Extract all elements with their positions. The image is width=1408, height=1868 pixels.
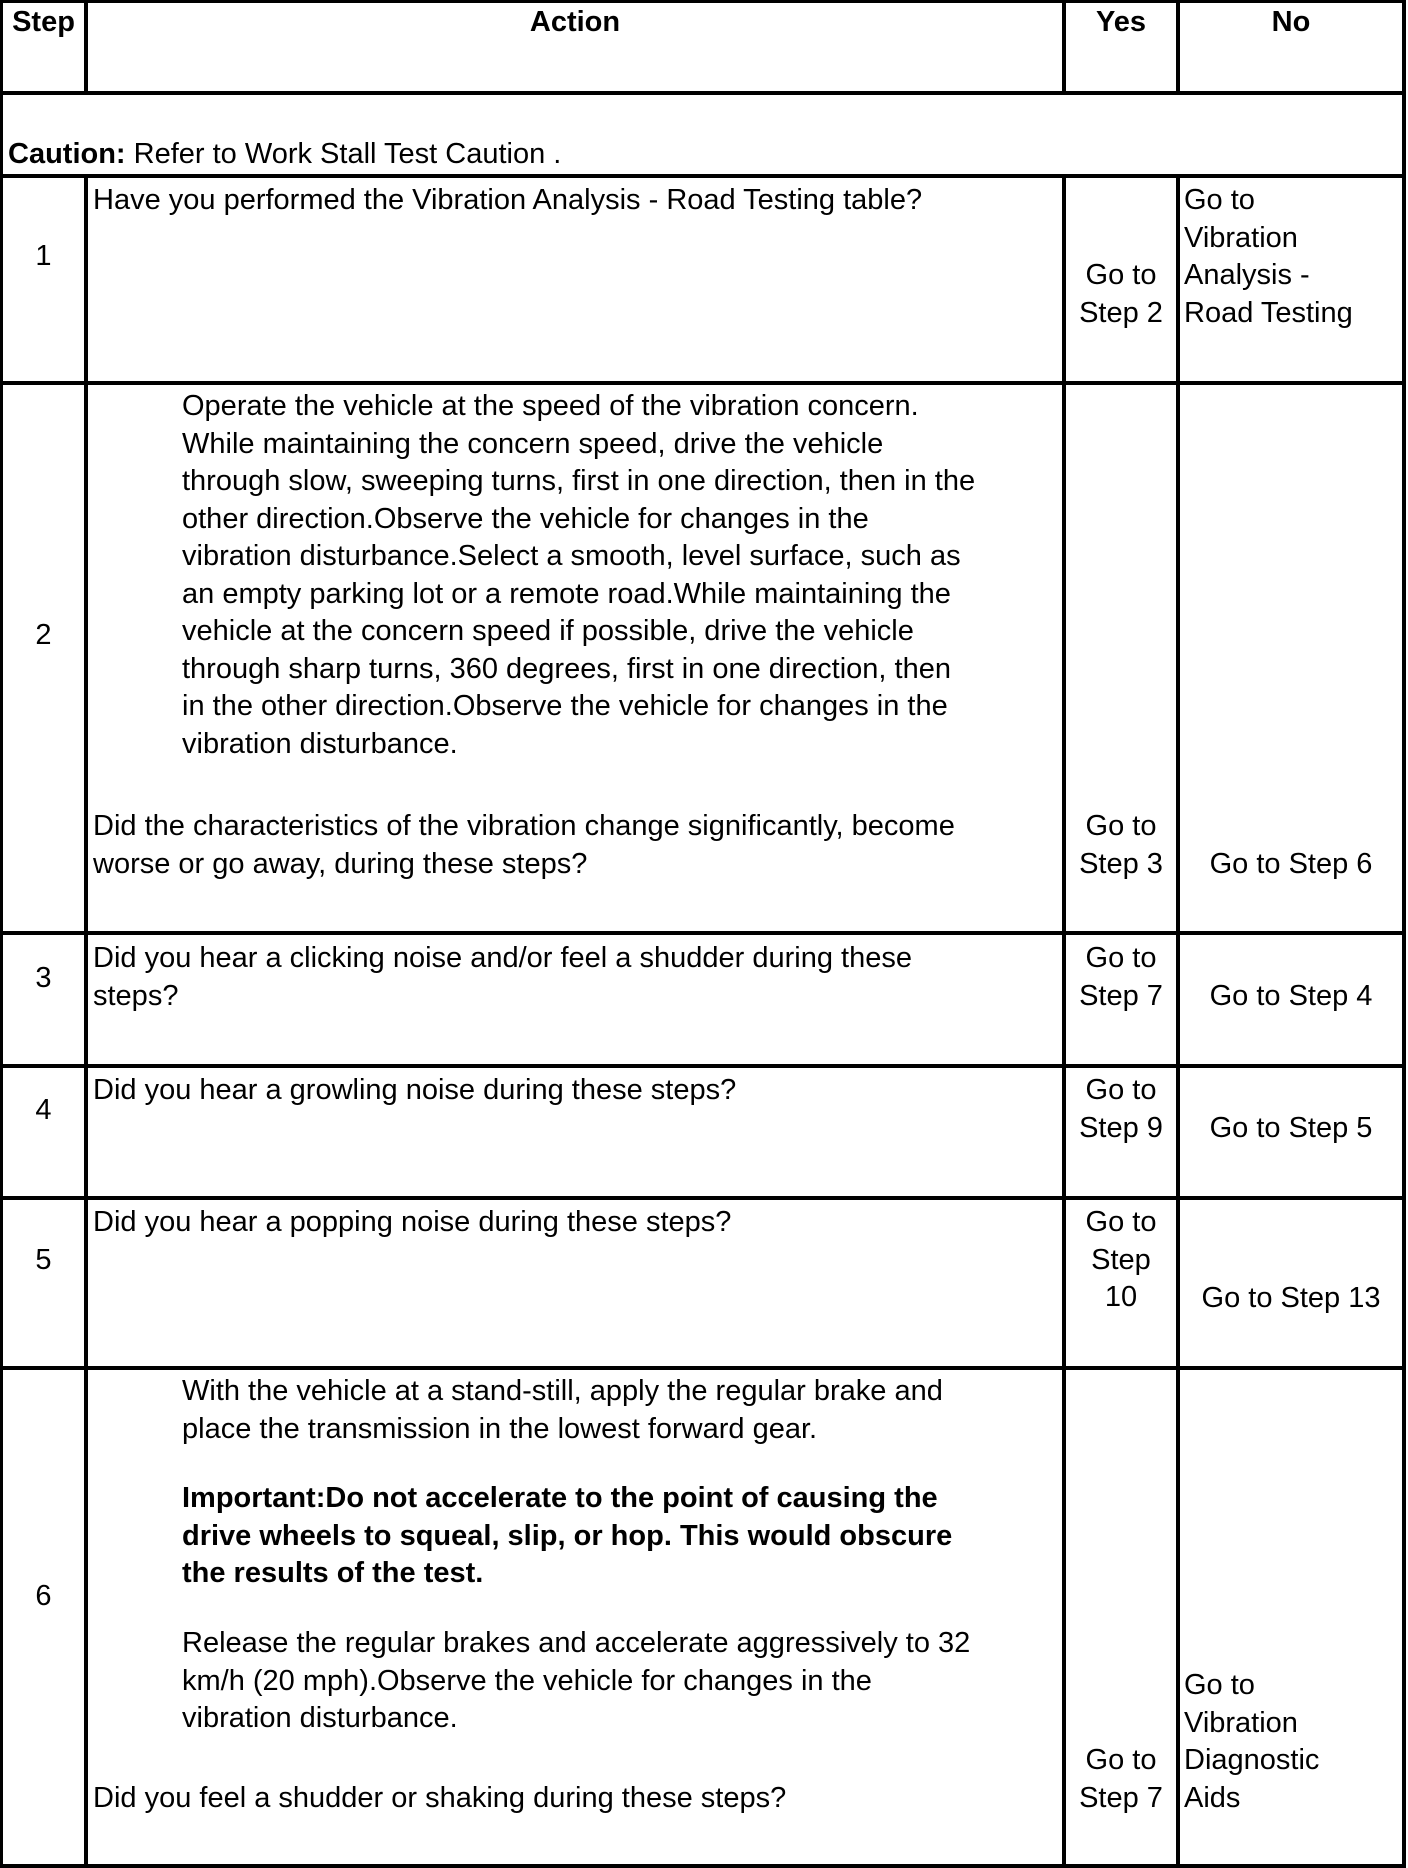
table-border-bottom xyxy=(0,1864,1406,1868)
step-number: 2 xyxy=(35,619,52,651)
instruction-text: With the vehicle at a stand-still, apply the regular brake and place the transmission in the lowest forward gear. xyxy=(182,1375,943,1445)
instruction-text: Operate the vehicle at the speed of the vibration concern. While maintaining the concern speed, drive the vehicle through slow, sweeping turns, first in one direction, then in the other direction.Observe the vehicle for changes in the vibration disturbance.Select a smooth, level surface, such as an empty parking lot or a remote road.While maintaining the vehicle at the concern speed if possible, drive the vehicle through sharp turns, 360 degrees, first in one direction, then in the other direction.Observe the vehicle for changes in the vibration disturbance. xyxy=(182,390,976,760)
yes-result: Go to Step 3 xyxy=(1079,810,1163,880)
action-text: Did you hear a popping noise during these steps? xyxy=(93,1206,732,1238)
row-divider xyxy=(0,1064,1406,1068)
column-divider-yes xyxy=(1176,177,1180,1868)
column-divider-step xyxy=(84,177,88,1868)
no-result: Go to Step 6 xyxy=(1209,848,1373,880)
no-result: Go to Vibration Diagnostic Aids xyxy=(1184,1669,1320,1814)
action-text: Did you hear a growling noise during these steps? xyxy=(93,1074,737,1106)
caution-text: Refer to Work Stall Test Caution . xyxy=(125,137,562,170)
action-text: Have you performed the Vibration Analysis - Road Testing table? xyxy=(93,184,923,216)
no-result: Go to Step 4 xyxy=(1209,980,1373,1012)
row-divider xyxy=(0,1196,1406,1200)
question-text: Did you feel a shudder or shaking during these steps? xyxy=(93,1782,787,1814)
yes-result: Go to Step 7 xyxy=(1079,942,1163,1012)
step-number: 4 xyxy=(35,1094,52,1126)
header-step: Step xyxy=(12,6,75,38)
important-note: Important:Do not accelerate to the point of causing the drive wheels to squeal, slip, or hop. This would obscure the results of the test. xyxy=(182,1482,953,1589)
step-number: 6 xyxy=(35,1580,52,1612)
header-no: No xyxy=(1271,6,1311,38)
yes-result: Go to Step 7 xyxy=(1079,1744,1163,1814)
yes-result: Go to Step 10 xyxy=(1085,1206,1157,1313)
row-divider xyxy=(0,931,1406,935)
column-divider-action xyxy=(1062,177,1066,1868)
yes-result: Go to Step 2 xyxy=(1079,259,1163,329)
no-result: Go to Step 13 xyxy=(1201,1282,1381,1314)
row-divider xyxy=(0,381,1406,385)
step-number: 3 xyxy=(35,962,52,994)
row-divider xyxy=(0,91,1406,95)
table-border-top xyxy=(0,0,1406,3)
no-result: Go to Vibration Analysis - Road Testing xyxy=(1184,184,1353,329)
action-text: Did you hear a clicking noise and/or feel a shudder during these steps? xyxy=(93,942,912,1012)
caution-label: Caution: xyxy=(8,137,126,170)
step-number: 1 xyxy=(35,240,52,272)
no-result: Go to Step 5 xyxy=(1209,1112,1373,1144)
row-divider xyxy=(0,1366,1406,1370)
row-divider xyxy=(0,174,1406,178)
caution-note xyxy=(8,98,1398,173)
step-number: 5 xyxy=(35,1244,52,1276)
header-action: Action xyxy=(529,6,621,38)
header-yes: Yes xyxy=(1096,6,1146,38)
instruction-text: Release the regular brakes and accelerate aggressively to 32 km/h (20 mph).Observe the vehicle for changes in the vibration disturbance. xyxy=(182,1627,971,1734)
yes-result: Go to Step 9 xyxy=(1079,1074,1163,1144)
question-text: Did the characteristics of the vibration change significantly, become worse or go away, during these steps? xyxy=(93,810,955,880)
